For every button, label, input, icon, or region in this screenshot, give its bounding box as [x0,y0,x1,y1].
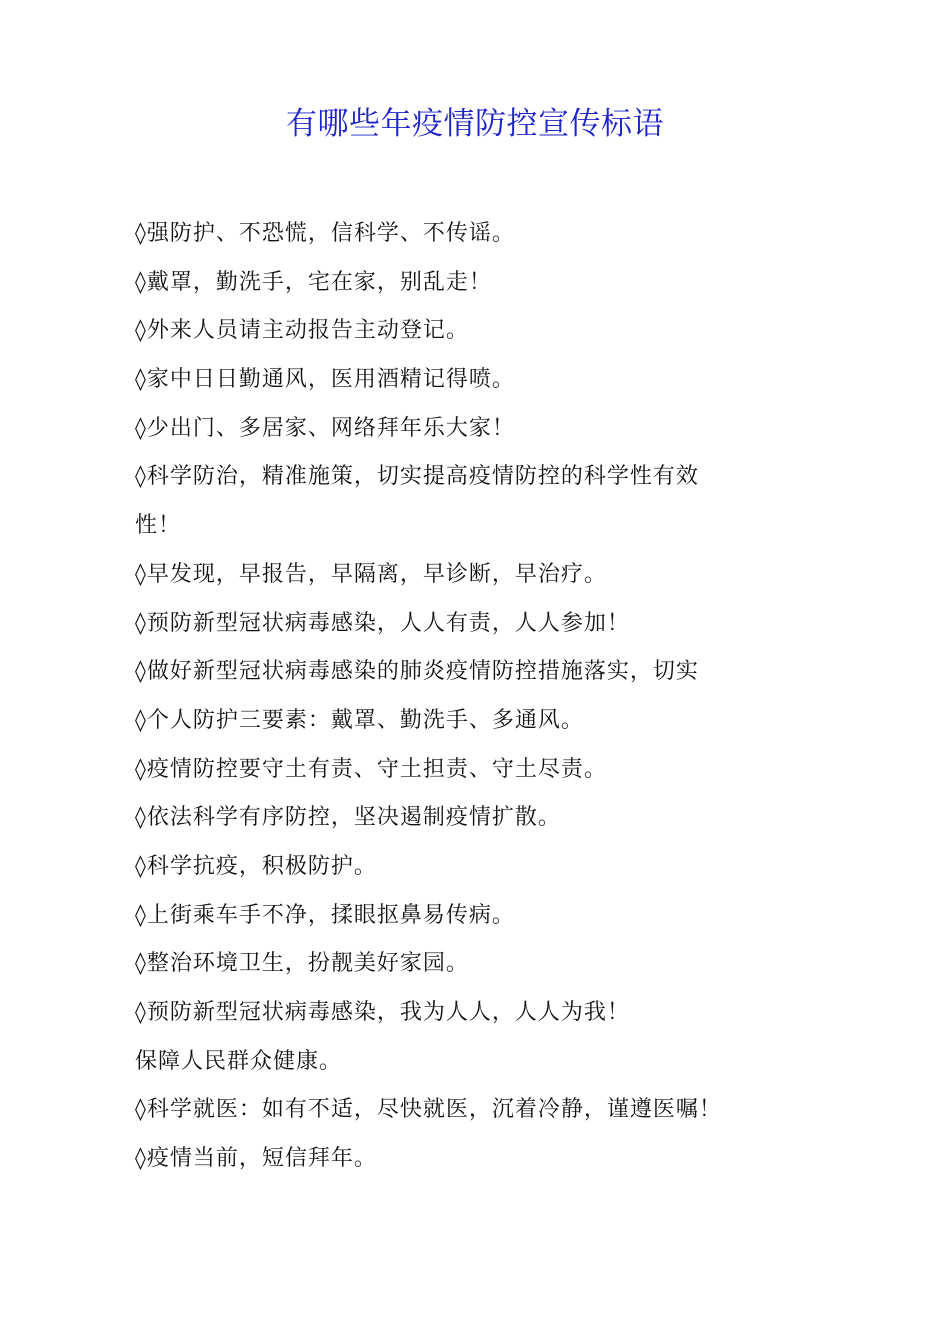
slogan-line: ◊做好新型冠状病毒感染的肺炎疫情防控措施落实，切实 [135,659,699,685]
slogan-line: ◊戴罩，勤洗手，宅在家，别乱走！ [135,269,492,295]
slogan-line: ◊上街乘车手不净，揉眼抠鼻易传病。 [135,902,515,928]
slogan-line: ◊外来人员请主动报告主动登记。 [135,318,469,344]
slogan-line: ◊家中日日勤通风，医用酒精记得喷。 [135,367,515,393]
slogan-line-continuation: 保障人民群众健康。 [135,1048,343,1074]
slogan-line-continuation: 性！ [135,513,182,539]
slogan-line: ◊科学防治，精准施策，切实提高疫情防控的科学性有效 [135,464,699,490]
slogan-line: ◊预防新型冠状病毒感染，人人有责，人人参加！ [135,610,630,636]
slogan-line: ◊疫情当前，短信拜年。 [135,1146,377,1172]
slogan-line: ◊科学抗疫，积极防护。 [135,853,377,879]
slogan-line: ◊疫情防控要守土有责、守土担责、守土尽责。 [135,756,607,782]
slogan-line: ◊个人防护三要素：戴罩、勤洗手、多通风。 [135,707,584,733]
slogan-line: ◊科学就医：如有不适，尽快就医，沉着冷静，谨遵医嘱！ [135,1097,722,1123]
slogan-line: ◊依法科学有序防控，坚决遏制疫情扩散。 [135,805,561,831]
document-title: 有哪些年疫情防控宣传标语 [286,106,664,142]
slogan-line: ◊少出门、多居家、网络拜年乐大家！ [135,415,515,441]
slogan-line: ◊预防新型冠状病毒感染，我为人人，人人为我！ [135,1000,630,1025]
slogan-list [135,210,755,1184]
slogan-line: ◊早发现，早报告，早隔离，早诊断，早治疗。 [135,561,607,587]
slogan-line: ◊强防护、不恐慌，信科学、不传谣。 [135,221,515,246]
slogan-line: ◊整治环境卫生，扮靓美好家园。 [135,951,469,977]
